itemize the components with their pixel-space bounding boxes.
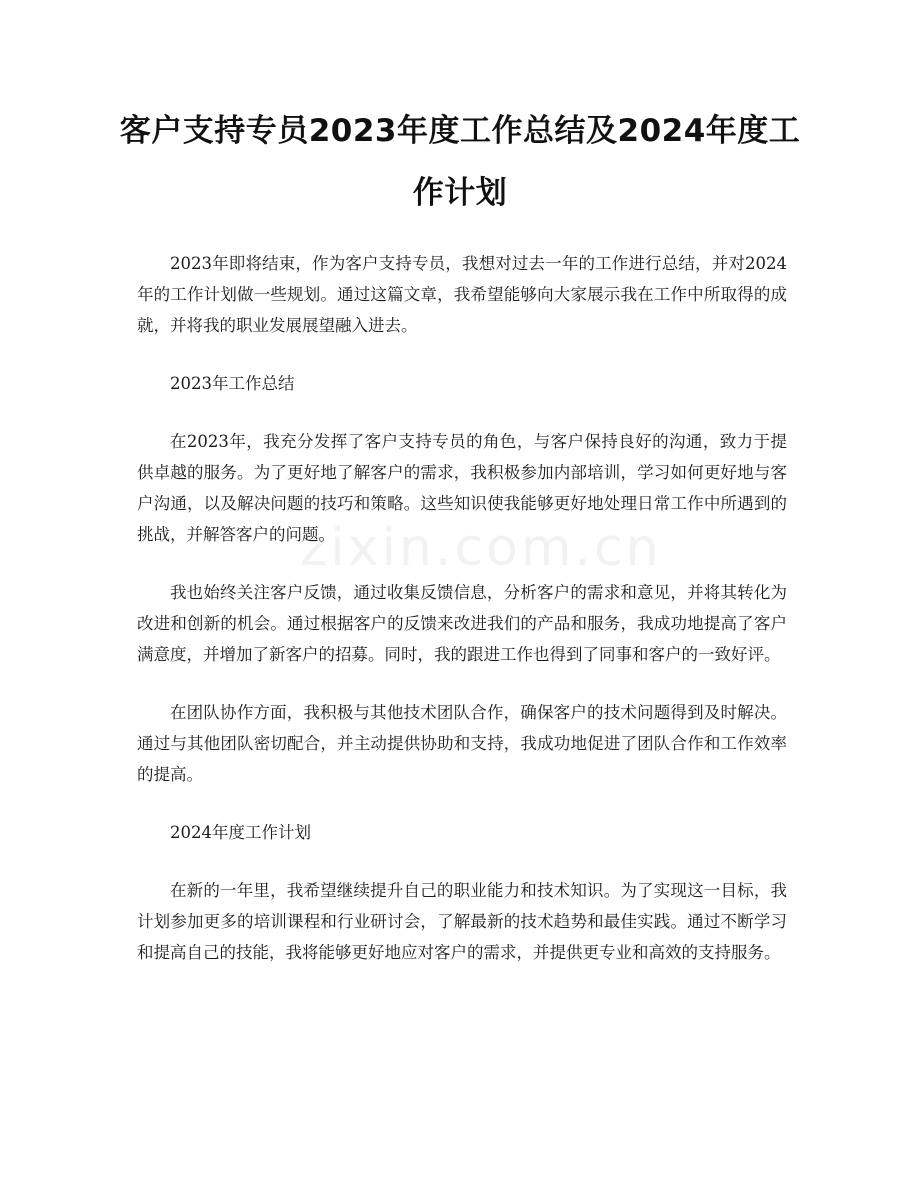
watermark-text: zixin.com.cn <box>300 518 662 578</box>
intro-paragraph: 2023年即将结束，作为客户支持专员，我想对过去一年的工作进行总结，并对2024年的工作计划做一些规划。通过这篇文章，我希望能够向大家展示我在工作中所取得的成就，并将我的职业发展展望融入进去。 <box>137 254 787 335</box>
section-heading-2023-summary: 2023年工作总结 <box>170 374 295 393</box>
document-body <box>137 248 787 995</box>
summary-paragraph-1: 在2023年，我充分发挥了客户支持专员的角色，与客户保持良好的沟通，致力于提供卓越的服务。为了更好地了解客户的需求，我积极参加内部培训，学习如何更好地与客户沟通，以及解决问题的技巧和策略。这些知识使我能够更好地处理日常工作中所遇到的挑战，并解答客户的问题。 <box>137 432 787 544</box>
document-title: 客户支持专员2023年度工作总结及2024年度工作计划 <box>119 113 801 211</box>
plan-paragraph-1: 在新的一年里，我希望继续提升自己的职业能力和技术知识。为了实现这一目标，我计划参加更多的培训课程和行业研讨会，了解最新的技术趋势和最佳实践。通过不断学习和提高自己的技能，我将能够更好地应对客户的需求，并提供更专业和高效的支持服务。 <box>137 881 787 962</box>
summary-paragraph-2: 我也始终关注客户反馈，通过收集反馈信息，分析客户的需求和意见，并将其转化为改进和创新的机会。通过根据客户的反馈来改进我们的产品和服务，我成功地提高了客户满意度，并增加了新客户的招募。同时，我的跟进工作也得到了同事和客户的一致好评。 <box>137 583 787 664</box>
summary-paragraph-3: 在团队协作方面，我积极与其他技术团队合作，确保客户的技术问题得到及时解决。通过与其他团队密切配合，并主动提供协助和支持，我成功地促进了团队合作和工作效率的提高。 <box>137 703 787 784</box>
section-heading-2024-plan: 2024年度工作计划 <box>170 823 311 842</box>
